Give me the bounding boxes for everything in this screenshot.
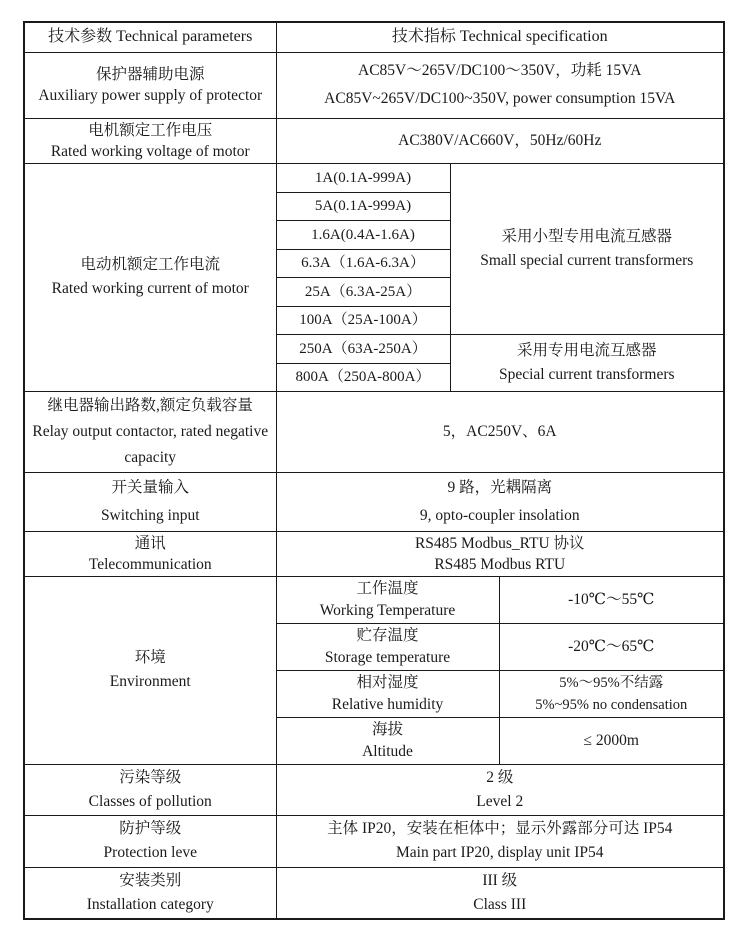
transformer-special-en: Special current transformers (498, 365, 675, 383)
current-transformer-small (450, 163, 724, 334)
env-humidity-value-en: 5%~95% no condensation (535, 696, 688, 713)
env-storage-temp-en: Storage temperature (324, 648, 451, 666)
row-relay-output (24, 391, 724, 472)
protection-value-zh: 主体 IP20，安装在柜体中；显示外露部分可达 IP54 (327, 820, 673, 837)
row-pollution (24, 764, 724, 815)
pollution-value-zh: 2 级 (486, 768, 514, 786)
rated-voltage-label (24, 118, 276, 163)
env-working-temp-value: -10℃～55℃ (499, 576, 724, 623)
rated-current-label (24, 163, 276, 391)
header-specification: 技术指标 Technical specification (276, 22, 724, 52)
rated-voltage-label-zh: 电机额定工作电压 (88, 121, 213, 139)
env-storage-temp-label (276, 623, 499, 670)
aux-power-value-zh: AC85V～265V/DC100～350V，功耗 15VA (358, 62, 642, 79)
relay-output-label (24, 391, 276, 472)
env-altitude-en: Altitude (362, 742, 413, 760)
telecommunication-value (276, 531, 724, 576)
telecommunication-value-en: RS485 Modbus RTU (434, 555, 566, 573)
row-installation (24, 867, 724, 919)
telecommunication-label (24, 531, 276, 576)
relay-output-label-en: Relay output contactor, rated negative capacity (32, 422, 269, 466)
env-working-temp-zh: 工作温度 (356, 579, 419, 597)
env-altitude-zh: 海拔 (371, 720, 403, 738)
aux-power-value-en: AC85V~265V/DC100~350V, power consumption 15VA (324, 90, 676, 107)
current-transformer-special (450, 334, 724, 391)
header-parameters: 技术参数 Technical parameters (24, 22, 276, 52)
switching-input-value (276, 472, 724, 531)
rated-voltage-label-en: Rated working voltage of motor (50, 142, 250, 160)
row-current-1 (24, 163, 724, 192)
switching-input-value-en: 9, opto-coupler insolation (419, 506, 580, 524)
env-humidity-value-zh: 5%～95%不结露 (559, 674, 664, 691)
current-range-2: 5A(0.1A-999A) (276, 192, 450, 220)
installation-value-en: Class III (473, 895, 527, 913)
protection-label (24, 815, 276, 867)
installation-label-en: Installation category (86, 895, 214, 913)
env-humidity-label (276, 670, 499, 717)
aux-power-value (276, 52, 724, 118)
rated-current-label-en: Rated working current of motor (51, 280, 249, 297)
installation-label-zh: 安装类别 (119, 871, 182, 889)
pollution-label-en: Classes of pollution (88, 792, 212, 810)
current-range-1: 1A(0.1A-999A) (276, 163, 450, 192)
env-working-temp-en: Working Temperature (319, 601, 456, 619)
env-altitude-value: ≤ 2000m (499, 717, 724, 764)
env-working-temp-label (276, 576, 499, 623)
current-range-6: 100A（25A-100A） (276, 306, 450, 334)
current-range-7: 250A（63A-250A） (276, 334, 450, 363)
pollution-label (24, 764, 276, 815)
pollution-value-en: Level 2 (476, 792, 524, 810)
row-protection (24, 815, 724, 867)
env-humidity-zh: 相对湿度 (356, 673, 419, 691)
aux-power-label-en: Auxiliary power supply of protector (38, 87, 263, 104)
env-altitude-label (276, 717, 499, 764)
telecommunication-value-zh: RS485 Modbus_RTU 协议 (414, 534, 585, 552)
environment-label-zh: 环境 (134, 649, 166, 666)
env-storage-temp-zh: 贮存温度 (356, 626, 419, 644)
switching-input-label (24, 472, 276, 531)
protection-value-en: Main part IP20, display unit IP54 (395, 844, 604, 861)
switching-input-label-en: Switching input (100, 506, 200, 524)
protection-label-en: Protection leve (103, 844, 197, 861)
switching-input-label-zh: 开关量输入 (111, 478, 189, 496)
protection-value (276, 815, 724, 867)
relay-output-label-zh: 继电器输出路数,额定负载容量 (47, 396, 253, 414)
installation-value-zh: III 级 (482, 871, 518, 889)
transformer-small-en: Small special current transformers (480, 251, 694, 269)
current-range-3: 1.6A(0.4A-1.6A) (276, 220, 450, 249)
env-storage-temp-value: -20℃～65℃ (499, 623, 724, 670)
protection-label-zh: 防护等级 (119, 820, 182, 837)
telecommunication-label-zh: 通讯 (134, 534, 166, 552)
transformer-special-zh: 采用专用电流互感器 (517, 341, 657, 359)
row-aux-power (24, 52, 724, 118)
current-range-5: 25A（6.3A-25A） (276, 277, 450, 306)
pollution-value (276, 764, 724, 815)
environment-label (24, 576, 276, 764)
environment-label-en: Environment (109, 673, 191, 690)
rated-current-label-zh: 电动机额定工作电流 (80, 256, 220, 273)
spec-table (23, 21, 725, 920)
env-humidity-value (499, 670, 724, 717)
row-rated-voltage (24, 118, 724, 163)
pollution-label-zh: 污染等级 (119, 768, 182, 786)
row-env-working-temp (24, 576, 724, 623)
aux-power-label (24, 52, 276, 118)
row-telecommunication (24, 531, 724, 576)
switching-input-value-zh: 9 路，光耦隔离 (447, 478, 553, 496)
relay-output-value: 5，AC250V、6A (276, 391, 724, 472)
telecommunication-label-en: Telecommunication (88, 555, 212, 573)
row-switching-input (24, 472, 724, 531)
env-humidity-en: Relative humidity (331, 695, 444, 713)
aux-power-label-zh: 保护器辅助电源 (95, 66, 205, 83)
current-range-4: 6.3A（1.6A-6.3A） (276, 249, 450, 277)
current-range-8: 800A（250A-800A） (276, 363, 450, 391)
installation-label (24, 867, 276, 919)
installation-value (276, 867, 724, 919)
transformer-small-zh: 采用小型专用电流互感器 (501, 227, 673, 245)
header-row (24, 22, 724, 52)
rated-voltage-value: AC380V/AC660V，50Hz/60Hz (276, 118, 724, 163)
